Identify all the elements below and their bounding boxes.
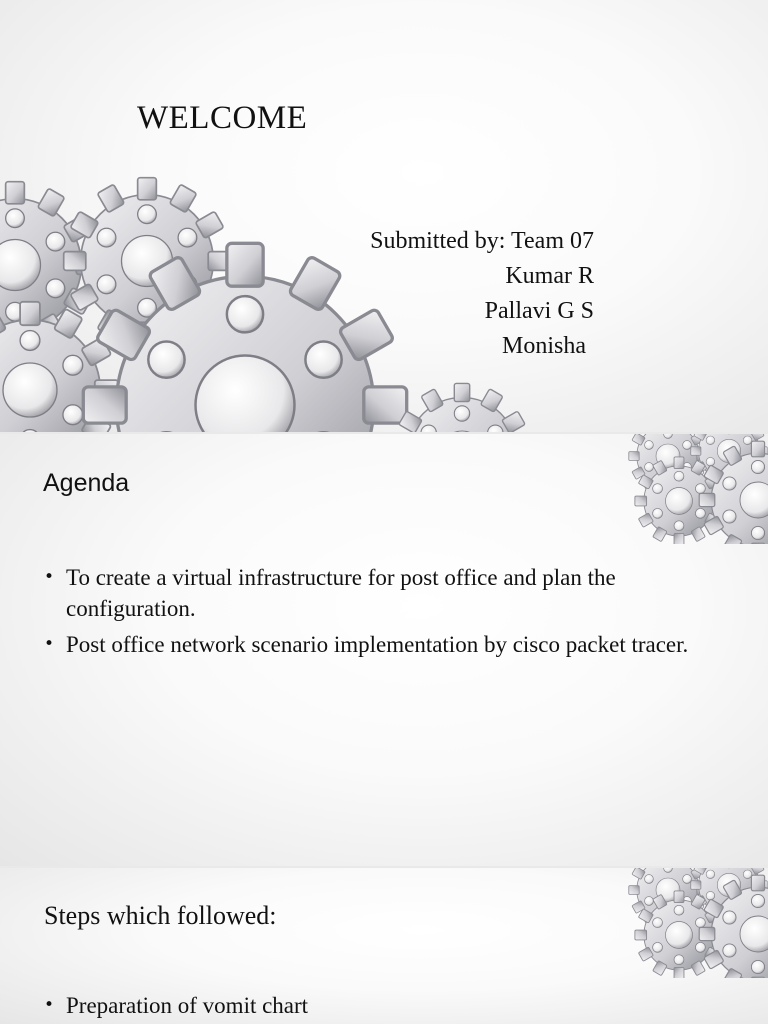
team-member-name: Pallavi G S <box>484 298 594 324</box>
slide-heading: Steps which followed: <box>44 901 277 930</box>
slide-heading: Agenda <box>43 469 130 497</box>
slide-agenda <box>0 434 768 866</box>
bullet-text: Preparation of vomit chart <box>66 993 309 1018</box>
bullet-icon: • <box>44 567 55 587</box>
list-item <box>44 562 704 624</box>
gear-icon <box>628 434 768 544</box>
team-member-name: Kumar R <box>505 263 594 289</box>
bullet-list <box>44 562 704 665</box>
slide-welcome <box>0 0 768 432</box>
bullet-text: To create a virtual infrastructure for post office and plan the configuration. <box>66 565 616 621</box>
bullet-icon: • <box>44 995 55 1015</box>
slide-title: WELCOME <box>137 100 308 136</box>
bullet-list <box>44 990 704 1024</box>
list-item <box>44 629 704 660</box>
submitted-by-block <box>370 224 594 364</box>
list-item <box>44 990 704 1021</box>
gear-icon <box>628 868 768 978</box>
submitted-by-line: Submitted by: Team 07 <box>370 228 594 254</box>
bullet-text: Post office network scenario implementation by cisco packet tracer. <box>66 632 689 657</box>
team-member-name: Monisha <box>502 333 586 359</box>
slide-steps <box>0 868 768 1024</box>
bullet-icon: • <box>44 634 55 654</box>
